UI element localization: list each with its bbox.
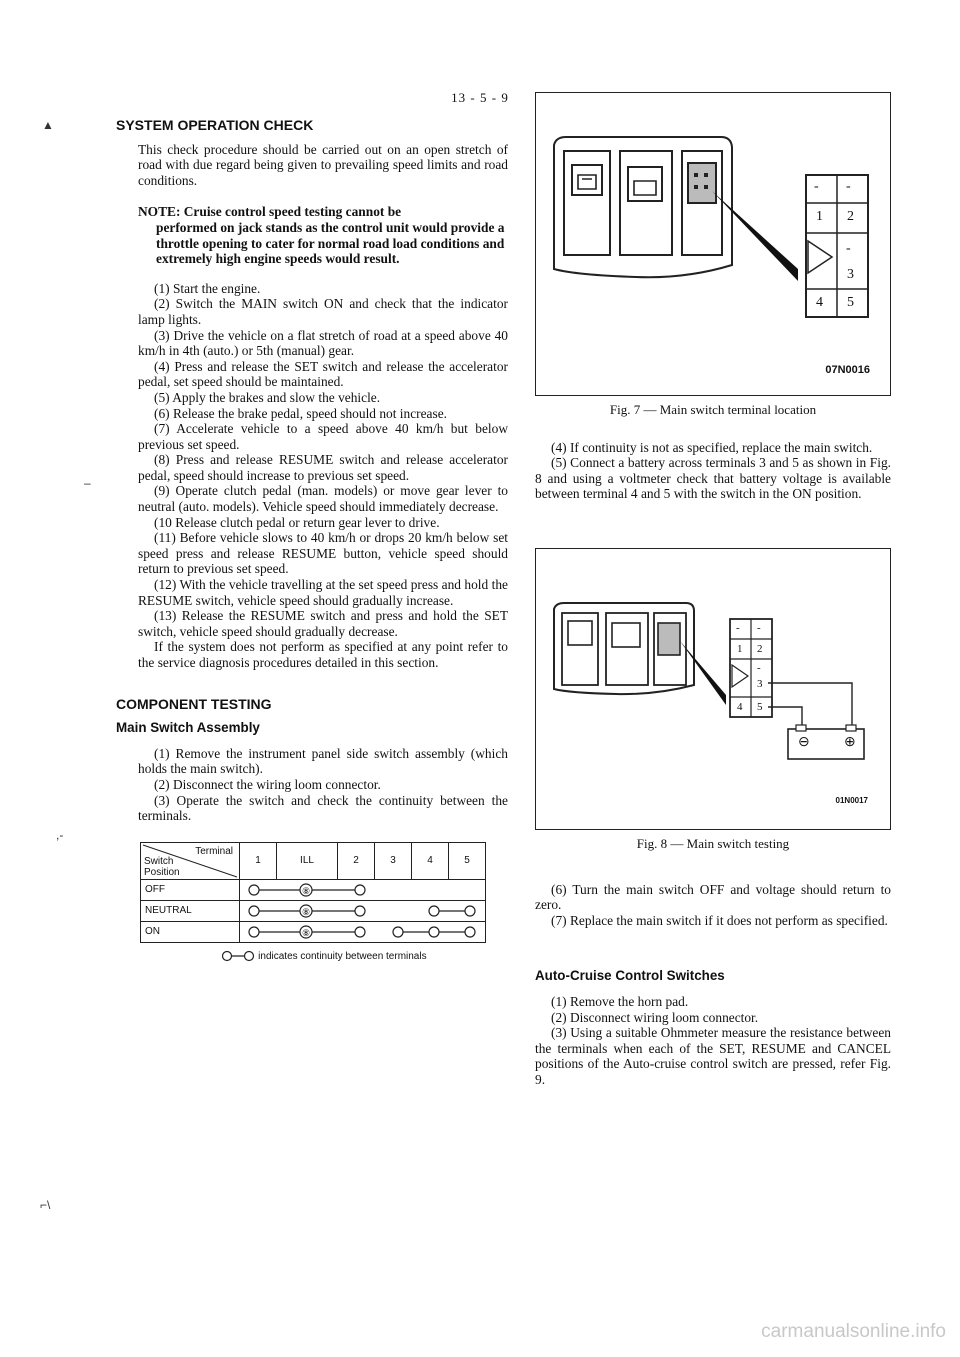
margin-mark: ▲ bbox=[42, 118, 54, 132]
column-header: 3 bbox=[375, 842, 412, 879]
column-header: 4 bbox=[412, 842, 449, 879]
step: (6) Release the brake pedal, speed should not increase. bbox=[154, 405, 447, 421]
step: (3) Using a suitable Ohmmeter measure the resistance between the terminals when each of the SET, RESUME and CANCEL positions of the Auto-cruise control switch are pressed, refer Fig. 9. bbox=[535, 1025, 891, 1087]
terminal-label: 1 bbox=[737, 642, 743, 655]
component-testing-heading: COMPONENT TESTING bbox=[116, 695, 272, 712]
step: (4) If continuity is not as specified, replace the main switch. bbox=[551, 439, 873, 455]
cruise-note bbox=[116, 204, 508, 266]
table-row bbox=[141, 921, 486, 942]
terminal-label: 3 bbox=[847, 267, 854, 282]
column-header: 2 bbox=[338, 842, 375, 879]
continuity-table-wrap bbox=[116, 842, 508, 965]
table-legend bbox=[140, 949, 508, 965]
main-switch-illustration bbox=[536, 93, 890, 395]
step: (6) Turn the main switch OFF and voltage should return to zero. bbox=[535, 881, 891, 913]
step: (12) With the vehicle travelling at the set speed press and hold the RESUME switch, vehicle speed should gradually increase. bbox=[138, 577, 508, 608]
figure-code: 01N0017 bbox=[835, 796, 868, 806]
battery-negative: ⊖ bbox=[798, 734, 810, 750]
column-header: 5 bbox=[449, 842, 486, 879]
row-position: NEUTRAL bbox=[141, 900, 240, 921]
legend-text: indicates continuity between terminals bbox=[258, 950, 427, 962]
terminal-label: - bbox=[814, 179, 819, 194]
figure-7-caption: Fig. 7 — Main switch terminal location bbox=[609, 402, 817, 417]
component-steps bbox=[116, 746, 508, 824]
table-corner bbox=[141, 842, 240, 879]
terminal-label: 2 bbox=[757, 642, 763, 655]
terminal-label: 4 bbox=[816, 295, 823, 310]
auto-cruise-steps bbox=[535, 994, 891, 1088]
continuity-cells bbox=[240, 921, 486, 942]
step: (1) Start the engine. bbox=[154, 280, 261, 296]
terminal-label: 1 bbox=[816, 209, 823, 224]
step: (7) Replace the main switch if it does not perform as specified. bbox=[551, 912, 888, 928]
corner-switch: Switch bbox=[144, 855, 174, 867]
step: (5) Apply the brakes and slow the vehicle. bbox=[154, 389, 381, 405]
system-check-heading: SYSTEM OPERATION CHECK bbox=[116, 117, 314, 133]
continuity-line bbox=[240, 880, 482, 900]
corner-terminal: Terminal bbox=[195, 845, 233, 857]
table-row bbox=[141, 879, 486, 900]
right-text-2 bbox=[535, 882, 891, 929]
continuity-cells bbox=[240, 900, 486, 921]
column-header: ILL bbox=[277, 842, 338, 879]
terminal-label: - bbox=[736, 621, 740, 634]
step: (7) Accelerate vehicle to a speed above 40 km/h but below previous set speed. bbox=[138, 421, 508, 452]
terminal-label: 4 bbox=[737, 700, 743, 713]
terminal-label: - bbox=[757, 661, 761, 674]
continuity-table bbox=[140, 842, 486, 943]
terminal-label: 2 bbox=[847, 209, 854, 224]
note-rest: performed on jack stands as the control unit would provide a throttle opening to cater for normal road load conditions and extremely high engine speeds would result. bbox=[156, 219, 505, 267]
margin-mark: ,- bbox=[56, 828, 64, 842]
column-header: 1 bbox=[240, 842, 277, 879]
continuity-line bbox=[240, 922, 482, 942]
right-column bbox=[535, 92, 891, 1088]
system-check-intro: This check procedure should be carried out on an open stretch of road with due regard being given to prevailing speed limits and road conditions. bbox=[138, 141, 508, 188]
figure-7 bbox=[535, 92, 891, 396]
step: (9) Operate clutch pedal (man. models) or move gear lever to neutral (auto. models). Vehicle speed should immediately decrease. bbox=[138, 483, 508, 515]
terminal-label: 5 bbox=[847, 295, 854, 310]
watermark: carmanualsonline.info bbox=[761, 1321, 946, 1342]
ill-symbol: ⑧ bbox=[302, 906, 311, 917]
margin-mark: ⌐\ bbox=[40, 1198, 51, 1212]
auto-cruise-heading: Auto-Cruise Control Switches bbox=[535, 968, 725, 984]
figure-code: 07N0016 bbox=[825, 364, 870, 377]
step: If the system does not perform as specified at any point refer to the service diagnosis procedures detailed in this section. bbox=[138, 639, 508, 670]
row-position: OFF bbox=[141, 879, 240, 900]
step: (3) Drive the vehicle on a flat stretch of road at a speed above 40 km/h in 4th (auto.) or 5th (manual) gear. bbox=[138, 327, 508, 359]
step: (1) Remove the instrument panel side switch assembly (which holds the main switch). bbox=[138, 745, 508, 777]
row-position: ON bbox=[141, 921, 240, 942]
terminal-label: 3 bbox=[757, 677, 763, 690]
step: (4) Press and release the SET switch and release the accelerator pedal, set speed should be maintained. bbox=[138, 358, 508, 390]
figure-8 bbox=[535, 548, 891, 830]
step: (13) Release the RESUME switch and press and hold the SET switch, vehicle speed should gradually decrease. bbox=[138, 608, 508, 639]
ill-symbol: ⑧ bbox=[302, 927, 311, 938]
corner-position: Position bbox=[144, 866, 180, 878]
step: (2) Disconnect wiring loom connector. bbox=[551, 1009, 759, 1025]
switch-testing-illustration bbox=[536, 549, 890, 829]
system-check-steps bbox=[116, 281, 508, 671]
continuity-line bbox=[240, 901, 482, 921]
step: (2) Disconnect the wiring loom connector. bbox=[154, 776, 381, 792]
note-lead: NOTE: Cruise control speed testing cannot be bbox=[138, 204, 402, 220]
table-row bbox=[141, 900, 486, 921]
battery-positive: ⊕ bbox=[844, 734, 856, 750]
terminal-label: 5 bbox=[757, 700, 763, 713]
step: (8) Press and release RESUME switch and release accelerator pedal, speed should increase to previous set speed. bbox=[138, 452, 508, 483]
step: (1) Remove the horn pad. bbox=[551, 993, 689, 1009]
figure-8-caption: Fig. 8 — Main switch testing bbox=[636, 835, 790, 851]
step: (2) Switch the MAIN switch ON and check that the indicator lamp lights. bbox=[138, 296, 508, 327]
terminal-label: - bbox=[757, 621, 761, 634]
step: (5) Connect a battery across terminals 3 and 5 as shown in Fig. 8 and using a voltmeter check that battery voltage is available between terminal 4 and 5 with the switch in the ON position. bbox=[535, 455, 891, 502]
continuity-cells bbox=[240, 879, 486, 900]
ill-symbol: ⑧ bbox=[302, 885, 311, 896]
page-number: 13 - 5 - 9 bbox=[451, 90, 509, 105]
step: (11) Before vehicle slows to 40 km/h or drops 20 km/h below set speed press and release RESUME button, vehicle speed should return to previous set speed. bbox=[138, 530, 508, 577]
continuity-legend-icon bbox=[221, 950, 255, 962]
right-text-1 bbox=[535, 440, 891, 502]
main-switch-heading: Main Switch Assembly bbox=[116, 720, 260, 736]
step: (3) Operate the switch and check the continuity between the terminals. bbox=[138, 792, 508, 824]
terminal-label: - bbox=[846, 241, 851, 256]
left-column bbox=[116, 118, 508, 964]
terminal-label: - bbox=[846, 179, 851, 194]
margin-mark: – bbox=[84, 476, 91, 490]
step: (10 Release clutch pedal or return gear lever to drive. bbox=[154, 514, 440, 530]
